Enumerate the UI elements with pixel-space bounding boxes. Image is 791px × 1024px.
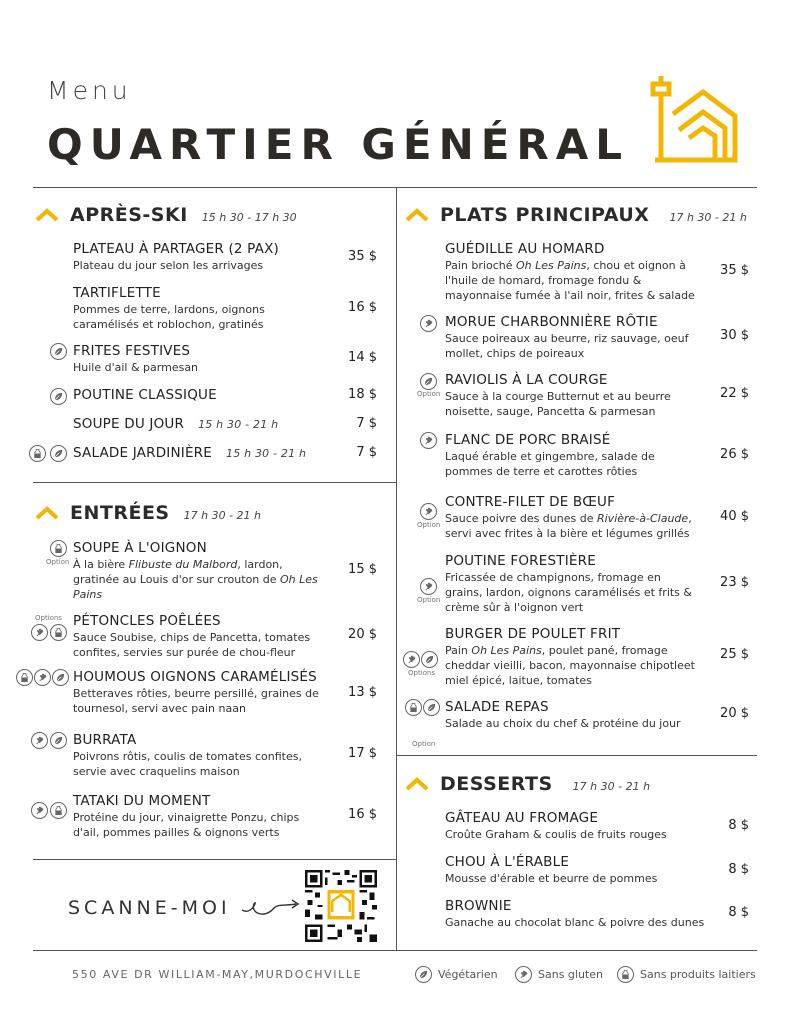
- item-price: 8 $: [728, 862, 749, 877]
- option-note: Option: [417, 521, 441, 529]
- section-entrees: [36, 502, 261, 524]
- section-hours: 17 h 30 - 21 h: [669, 211, 747, 224]
- item-price: 26 $: [720, 447, 749, 462]
- leaf-icon: [415, 966, 432, 983]
- leaf-icon: [50, 388, 67, 405]
- wheat-icon: [420, 578, 437, 595]
- item-price: 35 $: [348, 249, 377, 264]
- option-note: Option: [412, 740, 436, 748]
- leaf-icon: [423, 699, 440, 716]
- menu-item: BURGER DE POULET FRIT Pain Oh Les Pains, poulet pané, fromage cheddar vieilli, bacon, mayonnaise chipotleet miel épicé, laitue, tomates: [445, 626, 695, 687]
- option-note: Option: [417, 596, 441, 604]
- wheat-icon: [31, 802, 48, 819]
- milk-icon: [50, 802, 67, 819]
- menu-item: SALADE JARDINIÈRE 15 h 30 - 21 h: [73, 445, 307, 461]
- menu-item: SOUPE DU JOUR 15 h 30 - 21 h: [73, 416, 279, 432]
- chevron-up-icon: [406, 777, 428, 791]
- item-price: 15 $: [348, 562, 377, 577]
- section-plats-principaux: [406, 204, 747, 226]
- menu-item: POUTINE FORESTIÈRE Fricassée de champignons, fromage en grains, lardon, oignons caramélisés et frits & crème sûr à l'oignon vert: [445, 553, 692, 614]
- plats-desserts-divider: [396, 755, 757, 756]
- apres-entrees-divider: [33, 482, 396, 483]
- item-price: 17 $: [348, 746, 377, 761]
- menu-item: PÉTONCLES POÊLÉES Sauce Soubise, chips de Pancetta, tomates confites, servies sur purée de chou-fleur: [73, 613, 311, 659]
- item-price: 30 $: [720, 328, 749, 343]
- wheat-icon: [515, 966, 532, 983]
- wheat-icon: [31, 732, 48, 749]
- wheat-icon: [403, 651, 420, 668]
- menu-item: HOUMOUS OIGNONS CARAMÉLISÉS Betteraves rôties, beurre persillé, graines de tournesol, servi avec pain naan: [73, 669, 319, 715]
- menu-item: PLATEAU À PARTAGER (2 PAX) Plateau du jour selon les arrivages: [73, 241, 280, 272]
- leaf-icon: [420, 373, 437, 390]
- milk-icon: [617, 966, 634, 983]
- arrow-squiggle-icon: [240, 890, 304, 924]
- menu-item: POUTINE CLASSIQUE: [73, 387, 217, 403]
- item-price: 20 $: [720, 706, 749, 721]
- section-title: PLATS PRINCIPAUX: [440, 204, 650, 226]
- milk-icon: [405, 699, 422, 716]
- menu-item: TATAKI DU MOMENT Protéine du jour, vinaigrette Ponzu, chips d'ail, pommes pailles & oignons verts: [73, 793, 300, 839]
- item-price: 23 $: [720, 575, 749, 590]
- milk-icon: [16, 669, 33, 686]
- section-apres-ski: [36, 204, 297, 226]
- section-title: APRÈS-SKI: [70, 204, 188, 226]
- wheat-icon: [34, 669, 51, 686]
- item-price: 20 $: [348, 627, 377, 642]
- leaf-icon: [50, 343, 67, 360]
- menu-subtitle: Menu: [47, 76, 132, 105]
- option-note: Option: [417, 390, 441, 398]
- milk-icon: [50, 624, 67, 641]
- menu-item: FRITES FESTIVES Huile d'ail & parmesan: [73, 343, 199, 374]
- legend-gluten-free: Sans gluten: [515, 966, 603, 983]
- leaf-icon: [50, 445, 67, 462]
- menu-item: TARTIFLETTE Pommes de terre, lardons, oignons caramélisés et roblochon, gratinés: [73, 285, 265, 331]
- wheat-icon: [420, 503, 437, 520]
- section-title: DESSERTS: [440, 773, 553, 795]
- section-hours: 15 h 30 - 17 h 30: [201, 211, 297, 224]
- restaurant-title: QUARTIER GÉNÉRAL: [47, 120, 630, 169]
- menu-item: RAVIOLIS À LA COURGE Sauce à la courge Butternut et au beurre noisette, sauge, Pancetta & parmesan: [445, 372, 671, 418]
- section-hours: 17 h 30 - 21 h: [572, 780, 651, 793]
- option-note: Option: [46, 558, 70, 566]
- entrees-scan-divider: [33, 859, 396, 860]
- section-title: ENTRÉES: [70, 502, 170, 524]
- wheat-icon: [420, 432, 437, 449]
- legend-vegetarian: Végétarien: [415, 966, 498, 983]
- menu-item: SOUPE À L'OIGNON À la bière Flibuste du Malbord, lardon, gratinée au Louis d'or sur crouton de Oh Les Pains: [73, 540, 318, 601]
- menu-item: GÂTEAU AU FROMAGE Croûte Graham & coulis de fruits rouges: [445, 810, 667, 841]
- menu-item: GUÉDILLE AU HOMARD Pain brioché Oh Les Pains, chou et oignon à l'huile de homard, fromage fondu & mayonnaise fumée à l'ail noir, frites & salade: [445, 241, 695, 302]
- leaf-icon: [50, 732, 67, 749]
- menu-item: CHOU À L'ÉRABLE Mousse d'érable et beurre de pommes: [445, 854, 658, 885]
- menu-item: BURRATA Poivrons rôtis, coulis de tomates confites, servie avec craquelins maison: [73, 732, 302, 778]
- leaf-icon: [52, 669, 69, 686]
- leaf-icon: [421, 651, 438, 668]
- item-price: 16 $: [348, 300, 377, 315]
- menu-item: BROWNIE Ganache au chocolat blanc & poivre des dunes: [445, 898, 705, 929]
- item-price: 7 $: [356, 445, 377, 460]
- column-divider: [396, 187, 397, 951]
- item-price: 14 $: [348, 350, 377, 365]
- chevron-up-icon: [36, 208, 58, 222]
- footer-divider: [33, 950, 757, 951]
- item-price: 13 $: [348, 685, 377, 700]
- item-price: 8 $: [728, 905, 749, 920]
- menu-item: FLANC DE PORC BRAISÉ Laqué érable et gingembre, salade de pommes de terre et carottes rôties: [445, 432, 655, 478]
- chevron-up-icon: [36, 506, 58, 520]
- milk-icon: [50, 540, 67, 557]
- item-price: 35 $: [720, 263, 749, 278]
- scan-me-label: SCANNE-MOI: [68, 897, 231, 919]
- header-divider: [33, 187, 757, 188]
- menu-item: CONTRE-FILET DE BŒUF Sauce poivre des dunes de Rivière-à-Claude, servi avec frites à la bière et légumes grillés: [445, 494, 692, 540]
- menu-item: MORUE CHARBONNIÈRE RÔTIE Sauce poireaux au beurre, riz sauvage, oeuf mollet, chips de poireaux: [445, 314, 689, 360]
- wheat-icon: [420, 315, 437, 332]
- chevron-up-icon: [406, 208, 428, 222]
- address: 550 AVE DR WILLIAM-MAY,MURDOCHVILLE: [72, 968, 363, 981]
- qr-code-icon[interactable]: [305, 870, 377, 942]
- item-price: 22 $: [720, 386, 749, 401]
- section-hours: 17 h 30 - 21 h: [183, 509, 262, 522]
- option-note: Options: [35, 614, 63, 622]
- item-price: 8 $: [728, 818, 749, 833]
- item-price: 18 $: [348, 387, 377, 402]
- legend-dairy-free: Sans produits laitiers: [617, 966, 756, 983]
- item-price: 40 $: [720, 509, 749, 524]
- milk-icon: [29, 445, 46, 462]
- section-desserts: [406, 773, 650, 795]
- item-price: 16 $: [348, 807, 377, 822]
- wheat-icon: [31, 624, 48, 641]
- house-bell-logo: [645, 70, 741, 166]
- option-note: Options: [408, 669, 436, 677]
- item-price: 7 $: [356, 416, 377, 431]
- menu-item: SALADE REPAS Salade au choix du chef & protéine du jour: [445, 699, 681, 730]
- item-price: 25 $: [720, 647, 749, 662]
